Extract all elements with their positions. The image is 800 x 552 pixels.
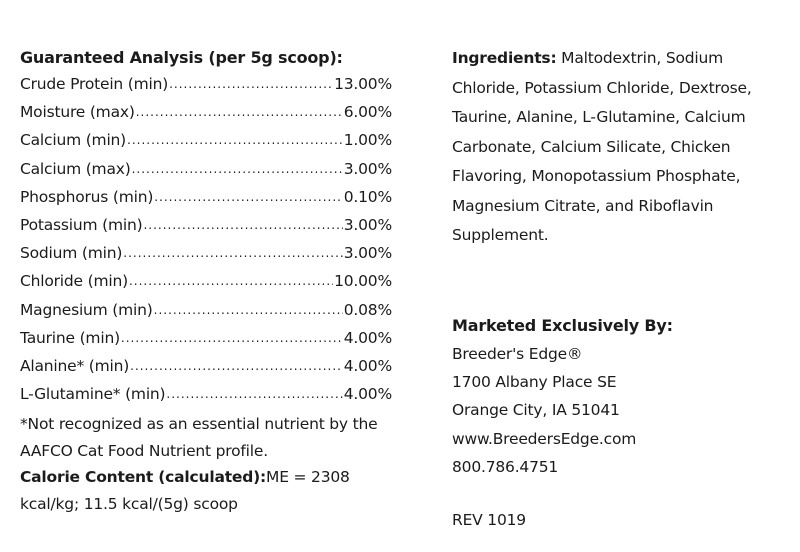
analysis-row-calcium-max xyxy=(20,156,392,184)
analysis-row-chloride xyxy=(20,268,392,296)
nutrient-value: 3.00% xyxy=(343,159,392,178)
nutrient-value: 3.00% xyxy=(343,216,392,235)
ingredients-label: Ingredients: xyxy=(452,49,557,67)
nutrient-name: L-Glutamine* (min) xyxy=(20,385,166,404)
nutrient-name: Moisture (max) xyxy=(20,103,135,122)
nutrient-name: Calcium (max) xyxy=(20,159,131,178)
calorie-content-label: Calorie Content (calculated): xyxy=(20,468,267,487)
guaranteed-analysis-section xyxy=(20,44,392,517)
analysis-row-l-glutamine xyxy=(20,381,392,409)
guaranteed-analysis-heading: Guaranteed Analysis (per 5g scoop): xyxy=(20,48,343,67)
dot-leader xyxy=(143,211,342,239)
nutrient-value: 0.10% xyxy=(343,187,392,206)
nutrient-value: 13.00% xyxy=(334,75,392,93)
dot-leader xyxy=(130,352,343,380)
phone-number: 800.786.4751 xyxy=(452,457,559,476)
analysis-row-taurine xyxy=(20,325,392,353)
analysis-row-potassium xyxy=(20,212,392,240)
analysis-row-alanine xyxy=(20,353,392,381)
street-address: 1700 Albany Place SE xyxy=(452,373,617,392)
analysis-row-magnesium xyxy=(20,297,392,325)
revision-code: REV 1019 xyxy=(452,511,526,529)
calorie-content-value: ME = 2308 kcal/kg; 11.5 kcal/(5g) scoop xyxy=(20,468,350,513)
nutrient-name: Taurine (min) xyxy=(20,328,120,347)
nutrient-name: Phosphorus (min) xyxy=(20,187,154,206)
city-state-zip: Orange City, IA 51041 xyxy=(452,401,620,420)
nutrient-name: Potassium (min) xyxy=(20,216,143,235)
company-name: Breeder's Edge® xyxy=(452,345,583,363)
ingredients-paragraph xyxy=(452,44,792,251)
dot-leader xyxy=(129,267,333,295)
marketed-by-section xyxy=(452,312,792,481)
calorie-content xyxy=(20,464,392,517)
ingredients-section xyxy=(452,44,792,251)
analysis-row-crude-protein xyxy=(20,71,392,99)
dot-leader xyxy=(127,126,343,154)
nutrient-footnote: *Not recognized as an essential nutrient by the AAFCO Cat Food Nutrient profile. xyxy=(20,415,378,460)
marketed-by-heading: Marketed Exclusively By: xyxy=(452,316,673,335)
nutrient-value: 4.00% xyxy=(343,357,392,376)
nutrient-value: 0.08% xyxy=(343,300,392,319)
dot-leader xyxy=(132,155,343,183)
dot-leader xyxy=(154,183,343,211)
nutrient-name: Crude Protein (min) xyxy=(20,75,169,93)
nutrient-name: Alanine* (min) xyxy=(20,357,130,376)
analysis-row-sodium xyxy=(20,240,392,268)
nutrient-name: Chloride (min) xyxy=(20,272,128,291)
nutrient-value: 1.00% xyxy=(343,131,392,150)
nutrient-value: 4.00% xyxy=(343,328,392,347)
website: www.BreedersEdge.com xyxy=(452,429,637,448)
dot-leader xyxy=(166,380,342,408)
dot-leader xyxy=(169,70,333,98)
nutrient-name: Calcium (min) xyxy=(20,131,127,150)
dot-leader xyxy=(123,239,343,267)
ingredients-list: Maltodextrin, Sodium Chloride, Potassium Chloride, Dextrose, Taurine, Alanine, L-Glutamine, Calcium Carbonate, Calcium Silicate, Chicken Flavoring, Monopotassium Phosphate, Magnesium Citrate, and Riboflavin Supplement. xyxy=(452,49,752,244)
nutrient-value: 10.00% xyxy=(334,272,392,291)
nutrient-name: Magnesium (min) xyxy=(20,300,153,319)
nutrient-name: Sodium (min) xyxy=(20,244,123,263)
analysis-row-calcium-min xyxy=(20,127,392,155)
analysis-row-phosphorus xyxy=(20,184,392,212)
nutrient-value: 6.00% xyxy=(343,103,392,122)
dot-leader xyxy=(121,324,343,352)
nutrient-value: 3.00% xyxy=(343,244,392,263)
dot-leader xyxy=(154,296,343,324)
dot-leader xyxy=(136,98,343,126)
analysis-row-moisture xyxy=(20,99,392,127)
nutrient-value: 4.00% xyxy=(343,385,392,404)
